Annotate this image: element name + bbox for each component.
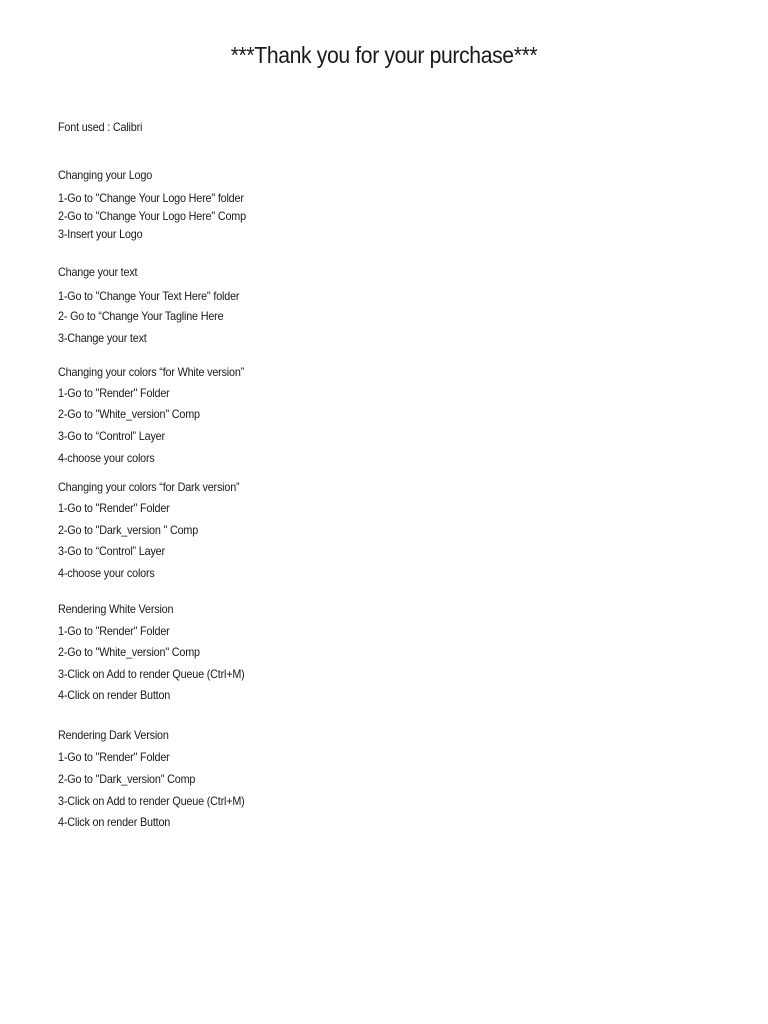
step-item: 2-Go to "Change Your Logo Here" Comp: [58, 209, 246, 223]
step-item: 4-Click on render Button: [58, 688, 171, 702]
step-item: 2-Go to "Dark_version " Comp: [58, 523, 199, 537]
font-note: Font used : Calibri: [58, 120, 143, 134]
page-title: ***Thank you for your purchase***: [230, 42, 538, 68]
section-heading-dark-colors: Changing your colors “for Dark version”: [58, 480, 240, 494]
step-item: 2-Go to "White_version" Comp: [58, 407, 200, 421]
step-item: 1-Go to "Render" Folder: [58, 624, 170, 638]
step-item: 3-Go to “Control” Layer: [58, 544, 165, 558]
step-item: 1-Go to "Render" Folder: [58, 750, 170, 764]
section-heading-text: Change your text: [58, 265, 138, 279]
step-item: 2-Go to "Dark_version" Comp: [58, 772, 196, 786]
step-item: 3-Click on Add to render Queue (Ctrl+M): [58, 794, 245, 808]
step-item: 3-Insert your Logo: [58, 227, 143, 241]
section-heading-render-white: Rendering White Version: [58, 602, 174, 616]
step-item: 1-Go to "Render" Folder: [58, 386, 170, 400]
step-item: 3-Click on Add to render Queue (Ctrl+M): [58, 667, 245, 681]
step-item: 2- Go to “Change Your Tagline Here: [58, 309, 224, 323]
step-item: 2-Go to "White_version" Comp: [58, 645, 200, 659]
section-heading-white-colors: Changing your colors “for White version”: [58, 365, 245, 379]
section-heading-logo: Changing your Logo: [58, 168, 153, 182]
step-item: 1-Go to "Change Your Logo Here" folder: [58, 191, 244, 205]
step-item: 3-Change your text: [58, 331, 147, 345]
step-item: 4-choose your colors: [58, 566, 155, 580]
step-item: 4-Click on render Button: [58, 815, 171, 829]
step-item: 4-choose your colors: [58, 451, 155, 465]
section-heading-render-dark: Rendering Dark Version: [58, 728, 169, 742]
step-item: 1-Go to "Change Your Text Here" folder: [58, 289, 240, 303]
step-item: 3-Go to “Control” Layer: [58, 429, 165, 443]
step-item: 1-Go to "Render" Folder: [58, 501, 170, 515]
